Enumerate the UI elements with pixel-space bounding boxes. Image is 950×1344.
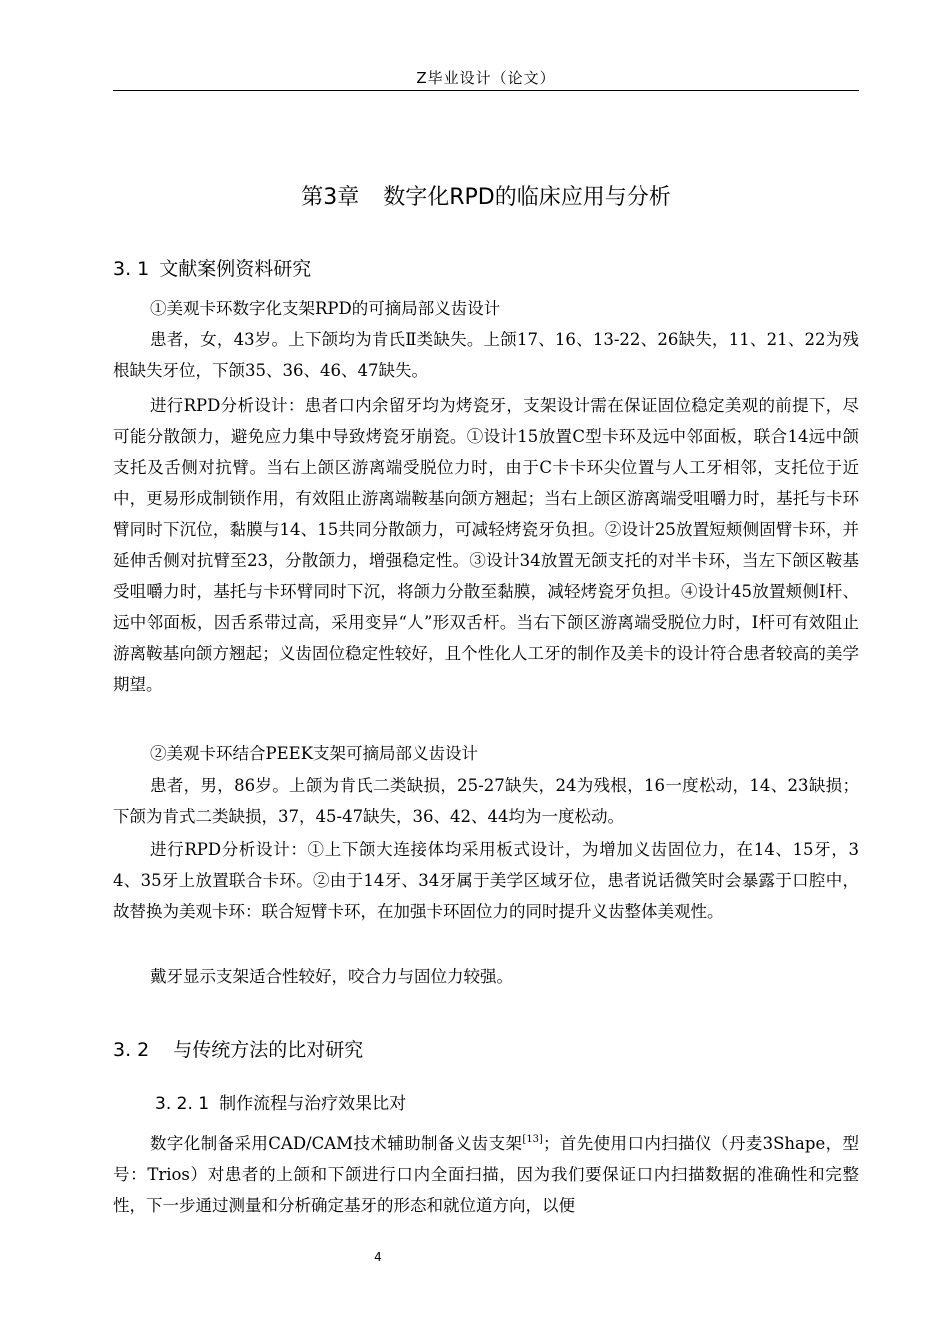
chapter-number: 第3章 [301,185,360,210]
case2-patient: 患者，男，86岁。上颌为肯氏二类缺损，25-27缺失，24为残根，16一度松动，14、23缺损；下颌为肯式二类缺损，37，45-47缺失，36、42、44均为一度松动。 [113,776,859,826]
running-header: Z毕业设计（论文） [416,69,556,87]
section-heading-3-1 [113,254,311,281]
chapter-title [113,180,859,211]
paragraph-text: 数字化制备采用CAD/CAM技术辅助制备义齿支架 [150,1134,523,1153]
page-number: 4 [374,1250,382,1264]
subsection-number: 3. 2. 1 [155,1094,210,1114]
case2-result: 戴牙显示支架适合性较好，咬合力与固位力较强。 [150,967,513,986]
header-rule [113,90,859,91]
section-number: 3. 2 [113,1039,150,1061]
case1-patient: 患者，女，43岁。上下颌均为肯氏Ⅱ类缺失。上颌17、16、13-22、26缺失，11、21、22为残根缺失牙位，下颌35、36、46、47缺失。 [113,330,859,380]
subsection-heading-3-2-1 [155,1089,406,1114]
citation-ref: [13] [522,1134,543,1145]
body-paragraph [113,1128,859,1221]
section-title: 文献案例资料研究 [159,258,312,280]
case1-analysis: 进行RPD分析设计：患者口内余留牙均为烤瓷牙，支架设计需在保证固位稳定美观的前提下，尽可能分散颌力，避免应力集中导致烤瓷牙崩瓷。①设计15放置C型卡环及远中邻面板，联合14远中颌支托及舌侧对抗臂。当右上颌区游离端受脱位力时，由于C卡卡环尖位置与人工牙相邻，支托位于近中，更易形成制锁作用，有效阻止游离端鞍基向颌方翘起；当右上颌区游离端受咀嚼力时，基托与卡环臂同时下沉位，黏膜与14、15共同分散颌力，可减轻烤瓷牙负担。②设计25放置短颊侧固臂卡环，并延伸舌侧对抗臂至23，分散颌力，增强稳定性。③设计34放置无颌支托的对半卡环，当左下颌区鞍基受咀嚼力时，基托与卡环臂同时下沉，将颌力分散至黏膜，减轻烤瓷牙负担。④设计45放置颊侧I杆、远中邻面板，因舌系带过高，采用变异“人”形双舌杆。当右下颌区游离端受脱位力时，I杆可有效阻止游离鞍基向颌方翘起；义齿固位稳定性较好，且个性化人工牙的制作及美卡的设计符合患者较高的美学期望。 [113,396,859,694]
case2-title: ②美观卡环结合PEEK支架可摘局部义齿设计 [150,744,479,763]
case1-title: ①美观卡环数字化支架RPD的可摘局部义齿设计 [150,299,501,318]
chapter-name: 数字化RPD的临床应用与分析 [383,185,671,210]
section-title: 与传统方法的比对研究 [173,1039,364,1061]
paragraph-text-cont: ；首先使用口内扫描仪（丹麦3Shape，型号：Trios）对患者的上颌和下颌进行口内全面扫描，因为我们要保证口内扫描数据的准确性和完整性，下一步通过测量和分析确定基牙的形态和就位道方向，以便 [113,1134,860,1215]
subsection-title: 制作流程与治疗效果比对 [219,1094,407,1114]
case2-analysis: 进行RPD分析设计：①上下颌大连接体均采用板式设计，为增加义齿固位力，在14、15牙，34、35牙上放置联合卡环。②由于14牙、34牙属于美学区域牙位，患者说话微笑时会暴露于口腔中，故替换为美观卡环：联合短臂卡环，在加强卡环固位力的同时提升义齿整体美观性。 [113,840,859,921]
section-heading-3-2 [113,1035,363,1062]
section-number: 3. 1 [113,258,150,280]
